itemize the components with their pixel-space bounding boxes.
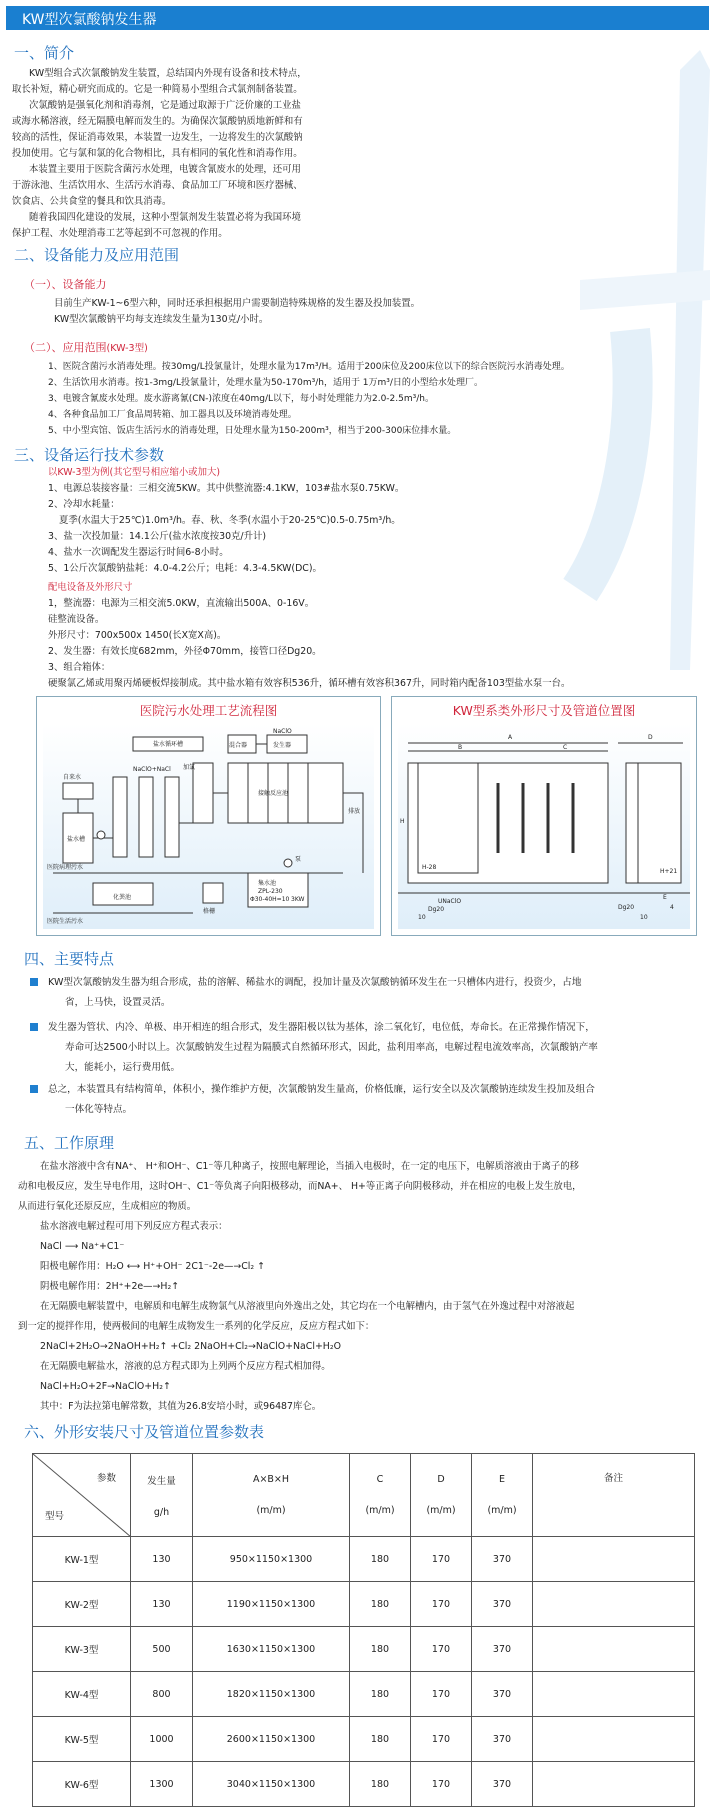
- feature-text: 寿命可达2500小时以上。次氯酸钠发生过程为隔膜式自然循环形式，因此，盐利用率高，电解过程电流效率高，次氯酸钠产率: [65, 1042, 598, 1053]
- header-size-label: A×B×H: [252, 1474, 290, 1485]
- text-line: 4、盐水一次调配发生器运行时间6-8小时。: [48, 547, 229, 558]
- table-cell: 130: [131, 1582, 193, 1627]
- label-generator: 发生器: [273, 742, 292, 749]
- subheading-application: [24, 339, 148, 355]
- label-septic: 化粪池: [113, 894, 132, 901]
- dimension-diagram-title: KW型系类外形尺寸及管道位置图: [452, 703, 636, 718]
- flow-diagram-panel: [36, 696, 381, 936]
- label-living: 医院生活污水: [47, 918, 84, 925]
- section-heading-table: 六、外形安装尺寸及管道位置参数表: [24, 1423, 265, 1441]
- text-line: 2、生活饮用水消毒。按1-3mg/L投氯量计，处理水量为50-170m³/h，适用于 1万m³/日的小型给水处理厂。: [48, 378, 483, 388]
- text-line: 随着我国四化建设的发展，这种小型氯剂发生装置必将为我国环境: [29, 212, 301, 223]
- header-e-unit: (m/m): [487, 1505, 517, 1516]
- table-cell: 370: [472, 1717, 533, 1762]
- table-row: [33, 1537, 695, 1582]
- header-c-label: C: [376, 1474, 384, 1485]
- header-model: 型号: [45, 1511, 65, 1522]
- feature-text: KW型次氯酸钠发生器为组合形成，盐的溶解、稀盐水的调配，投加计量及次氯酸钠循环发生在一只槽体内进行，投资少，占地: [48, 977, 582, 988]
- flow-diagram-title: 医院污水处理工艺流程图: [139, 703, 278, 718]
- table-cell: 370: [472, 1582, 533, 1627]
- table-cell: [533, 1537, 695, 1582]
- text-line: 1、电源总装接容量：三相交流5KW。其中供整流器:4.1KW，103#盐水泵0.75KW。: [48, 483, 405, 494]
- label-contact-pool: 接触反应池: [258, 790, 289, 797]
- section-heading-features: 四、主要特点: [24, 950, 115, 968]
- header-e-label: E: [498, 1474, 505, 1485]
- dim-c: C: [563, 744, 568, 751]
- text-line: 或海水稀溶液，经无隔膜电解而发生的。为确保次氯酸钠质地新鲜和有: [12, 116, 303, 127]
- feature-text: 省，上马快，设置灵活。: [65, 997, 171, 1008]
- header-note: 备注: [533, 1454, 695, 1537]
- flow-diagram: [43, 723, 374, 929]
- subheading-application-text: （二）、应用范围: [24, 341, 107, 354]
- text-line: 较高的活性，保证消毒效果，本装置一边发生，一边将发生的次氯酸钠: [12, 132, 303, 143]
- text-line: 到一定的搅拌作用，使两极间的电解生成物发生一系列的化学反应，反应方程式如下：: [18, 1321, 375, 1332]
- text-line: 3、组合箱体：: [48, 662, 111, 673]
- table-cell: [533, 1717, 695, 1762]
- text-line: 2、冷却水耗量：: [48, 499, 120, 510]
- background-watermark: [380, 30, 710, 670]
- table-cell: 1000: [131, 1717, 193, 1762]
- text-line: 投加使用。它与氯和氯的化合物相比，具有相同的氧化性和消毒作用。: [12, 148, 303, 159]
- feature-text: 总之，本装置具有结构简单，体积小，操作维护方便，次氯酸钠发生量高，价格低廉，运行安全以及次氯酸钠连续发生投加及组合: [48, 1084, 595, 1095]
- label-grille: 格栅: [203, 908, 216, 915]
- feature-item: [18, 973, 698, 1013]
- text-line: 盐水溶液电解过程可用下列反应方程式表示：: [40, 1221, 228, 1232]
- text-line: 1，整流器：电源为三相交流5.0KW，直流输出500A、0-16V。: [48, 598, 315, 609]
- params-note: 以KW-3型为例(其它型号相应缩小或加大): [48, 467, 220, 478]
- header-param: 参数: [96, 1473, 116, 1484]
- text-line: 硬聚氯乙烯或用聚丙烯硬板焊接制成。其中盐水箱有效容积536升，循环槽有效容积367升，同时箱内配备103型盐水泵一台。: [48, 678, 571, 689]
- feature-item: [18, 1018, 698, 1078]
- table-cell: 180: [350, 1537, 411, 1582]
- text-line: KW型次氯酸钠平均每支连续发生量为130克/小时。: [54, 314, 269, 325]
- dim-d: D: [648, 734, 653, 741]
- label-pathology: 医院病理污水: [47, 864, 84, 871]
- label-spec: Φ30-40H=10: [250, 896, 290, 903]
- label-tap-water: 自来水: [63, 774, 82, 781]
- feature-text: 一体化等特点。: [65, 1104, 133, 1115]
- equation-line: NaCl+H₂O+2F→NaClO+H₂↑: [40, 1381, 171, 1392]
- table-row: [33, 1582, 695, 1627]
- power-note: 配电设备及外形尺寸: [48, 582, 133, 593]
- table-cell: 1820×1150×1300: [193, 1672, 350, 1717]
- table-cell: 370: [472, 1537, 533, 1582]
- label-naclo: NaClO: [273, 728, 292, 735]
- table-cell: 1300: [131, 1762, 193, 1807]
- table-cell: KW-5型: [33, 1717, 131, 1762]
- text-line: 夏季(水温大于25℃)1.0m³/h。春、秋、冬季(水温小于20-25℃)0.5-0.75m³/h。: [59, 515, 401, 526]
- text-line: 取长补短，精心研究而成的。它是一种简易小型组合式氯剂制备装置。: [12, 84, 303, 95]
- header-d-unit: (m/m): [426, 1505, 456, 1516]
- text-line: 3、盐一次投加量：14.1公斤(盐水浓度按30克/升计): [48, 531, 266, 542]
- label-zpl: ZPL-230: [258, 888, 283, 895]
- table-cell: 170: [411, 1717, 472, 1762]
- text-line: 次氯酸钠是强氧化剂和消毒剂，它是通过取源于广泛价廉的工业盐: [29, 100, 301, 111]
- table-cell: KW-4型: [33, 1672, 131, 1717]
- dim-4: 4: [670, 904, 674, 911]
- table-cell: 1630×1150×1300: [193, 1627, 350, 1672]
- text-line: 从而进行氧化还原反应，生成相应的物质。: [18, 1201, 197, 1212]
- text-line: 在无隔膜电解装置中，电解质和电解生成物氯气从溶液里向外逸出之处，其它均在一个电解槽内，由于氢气在外逸过程中对溶液起: [40, 1301, 575, 1312]
- equation-line: 2NaCl+2H₂O→2NaOH+H₂↑ +Cl₂ 2NaOH+Cl₂→NaClO+NaCl+H₂O: [40, 1341, 341, 1352]
- text-line: 2、发生器：有效长度682mm，外径Φ70mm，接管口径Dg20。: [48, 646, 322, 657]
- label-kw: 3KW: [291, 896, 305, 903]
- table-cell: 170: [411, 1582, 472, 1627]
- table-cell: 500: [131, 1627, 193, 1672]
- dim-10-right: 10: [640, 914, 648, 921]
- text-line: 在盐水溶液中含有NA⁺、 H⁺和OH⁻、C1⁻等几种离子，按照电解理论，当插入电极时，在一定的电压下，电解质溶液由于离子的移: [40, 1161, 579, 1172]
- dim-dg20-right: Dg20: [618, 904, 635, 911]
- table-cell: 180: [350, 1717, 411, 1762]
- section-heading-capability: 二、设备能力及应用范围: [14, 246, 180, 264]
- bullet-icon: [30, 1023, 38, 1031]
- table-cell: KW-6型: [33, 1762, 131, 1807]
- table-header-row: [33, 1454, 695, 1537]
- subheading-capability: （一）、设备能力: [24, 278, 107, 291]
- table-cell: 170: [411, 1537, 472, 1582]
- text-line: 3、电镀含氰废水处理。废水游离氰(CN-)浓度在40mg/L以下，每小时处理能力为2.0-2.5m³/h。: [48, 394, 434, 404]
- page-title: KW型次氯酸钠发生器: [22, 12, 157, 28]
- text-line: 本装置主要用于医院含菌污水处理，电镀含氰废水的处理，还可用: [29, 164, 301, 175]
- section-heading-params: 三、设备运行技术参数: [14, 446, 165, 464]
- table-cell: 180: [350, 1627, 411, 1672]
- table-cell: 170: [411, 1627, 472, 1672]
- table-cell: 800: [131, 1672, 193, 1717]
- table-cell: 180: [350, 1672, 411, 1717]
- equation-line: NaCl ⟶ Na⁺+C1⁻: [40, 1241, 125, 1252]
- label-pump: 泵: [295, 856, 302, 863]
- header-e: [472, 1454, 533, 1537]
- subheading-application-note: (KW-3型): [106, 343, 148, 354]
- table-cell: 170: [411, 1672, 472, 1717]
- dim-h28: H-28: [422, 864, 437, 871]
- label-discharge: 排放: [348, 808, 361, 815]
- dim-h21: H+21: [660, 868, 678, 875]
- header-size-unit: (m/m): [256, 1505, 286, 1516]
- label-mix: NaClO+NaCl: [133, 766, 171, 773]
- dim-a: A: [508, 734, 513, 741]
- feature-text: 发生器为管状、内冷、单极、串开相连的组合形式，发生器阳极以钛为基体，涂二氧化钌，电位低，寿命长。在正常操作情况下，: [48, 1022, 595, 1033]
- header-size: [193, 1454, 350, 1537]
- table-row: [33, 1717, 695, 1762]
- table-cell: [533, 1582, 695, 1627]
- text-line: 外形尺寸：700x500x 1450(长X宽X高)。: [48, 630, 227, 641]
- text-line: 1、医院含菌污水消毒处理。按30mg/L投氯量计，处理水量为17m³/H。适用于200床位及200床位以下的综合医院污水消毒处理。: [48, 362, 570, 372]
- text-line: 在无隔膜电解盐水，溶液的总方程式即为上列两个反应方程式相加得。: [40, 1361, 331, 1372]
- table-row: [33, 1672, 695, 1717]
- dim-e: E: [663, 894, 667, 901]
- text-line: KW型组合式次氯酸钠发生装置，总结国内外现有设备和技术特点，: [29, 68, 307, 79]
- feature-item: [18, 1080, 698, 1120]
- header-gen: [131, 1454, 193, 1537]
- bullet-icon: [30, 1085, 38, 1093]
- header-gen-unit: g/h: [153, 1506, 170, 1518]
- table-cell: 370: [472, 1762, 533, 1807]
- params-table: [32, 1453, 695, 1807]
- text-line: 5、1公斤次氯酸钠盐耗：4.0-4.2公斤；电耗：4.3-4.5KW(DC)。: [48, 563, 322, 574]
- table-cell: 130: [131, 1537, 193, 1582]
- table-cell: KW-3型: [33, 1627, 131, 1672]
- text-line: 5、中小型宾馆、饭店生活污水的消毒处理，日处理水量为150-200m³，相当于200-300床位排水量。: [48, 426, 457, 436]
- text-line: 饮食店、公共食堂的餐具和饮具消毒。: [12, 196, 172, 207]
- label-brine-tank: 盐水槽: [67, 836, 86, 843]
- table-cell: 3040×1150×1300: [193, 1762, 350, 1807]
- table-cell: 1190×1150×1300: [193, 1582, 350, 1627]
- text-line: 于游泳池、生活饮用水、生活污水消毒、食品加工厂环境和医疗器械、: [12, 180, 303, 191]
- table-cell: [533, 1672, 695, 1717]
- header-gen-label: 发生量: [147, 1475, 176, 1487]
- label-mixer: 混合器: [229, 742, 248, 749]
- dim-10-left: 10: [418, 914, 426, 921]
- header-c: [350, 1454, 411, 1537]
- dim-dg20-left: Dg20: [428, 906, 445, 913]
- table-cell: KW-2型: [33, 1582, 131, 1627]
- header-diagonal-cell: [33, 1454, 131, 1537]
- table-cell: 370: [472, 1672, 533, 1717]
- header-d: [411, 1454, 472, 1537]
- table-cell: 180: [350, 1582, 411, 1627]
- text-line: 目前生产KW-1~6型六种，同时还承担根据用户需要制造特殊规格的发生器及投加装置。: [54, 298, 420, 309]
- text-line: 动和电极反应，发生导电作用，这时OH⁻、C1⁻等负离子向阳极移动，而NA+、 H+等正离子向阴极移动，并在相应的电极上发生放电，: [18, 1181, 582, 1192]
- dimension-diagram-panel: [391, 696, 697, 936]
- table-row: [33, 1762, 695, 1807]
- table-cell: [533, 1627, 695, 1672]
- feature-text: 大，能耗小，运行费用低。: [65, 1062, 181, 1073]
- dim-b: B: [458, 744, 463, 751]
- dim-naclo: UNaClO: [438, 898, 462, 905]
- text-line: 保护工程、水处理消毒工艺等起到不可忽视的作用。: [12, 228, 228, 239]
- label-add-chlorine: 加氯: [183, 764, 196, 771]
- section-heading-intro: 一、简介: [14, 44, 75, 62]
- text-line: 硅整流设备。: [48, 614, 105, 625]
- label-brine-loop: 盐水循环槽: [153, 741, 184, 748]
- text-line: 4、各种食品加工厂食品周转箱、加工器具以及环境消毒处理。: [48, 410, 297, 420]
- table-row: [33, 1627, 695, 1672]
- flow-diagram-drawing: [43, 723, 374, 929]
- table-cell: KW-1型: [33, 1537, 131, 1582]
- bullet-icon: [30, 978, 38, 986]
- equation-line: 阳极电解作用：H₂O ⟷ H⁺+OH⁻ 2C1⁻-2e—→Cl₂ ↑: [40, 1261, 265, 1272]
- dimension-diagram: [398, 723, 690, 929]
- table-cell: 170: [411, 1762, 472, 1807]
- equation-line: 阴极电解作用：2H⁺+2e—→H₂↑: [40, 1281, 180, 1292]
- table-cell: 2600×1150×1300: [193, 1717, 350, 1762]
- label-collect: 集水池: [258, 880, 277, 887]
- dim-h: H: [400, 818, 405, 825]
- text-line: 其中：F为法拉第电解常数，其值为26.8安培小时，或96487库仑。: [40, 1401, 322, 1412]
- header-c-unit: (m/m): [365, 1505, 395, 1516]
- table-cell: [533, 1762, 695, 1807]
- dimension-diagram-drawing: [398, 723, 690, 929]
- table-cell: 180: [350, 1762, 411, 1807]
- header-d-label: D: [437, 1474, 445, 1485]
- section-heading-principle: 五、工作原理: [24, 1134, 115, 1152]
- table-cell: 950×1150×1300: [193, 1537, 350, 1582]
- diagonal-line: [33, 1454, 131, 1537]
- title-bar: [6, 6, 709, 30]
- table-cell: 370: [472, 1627, 533, 1672]
